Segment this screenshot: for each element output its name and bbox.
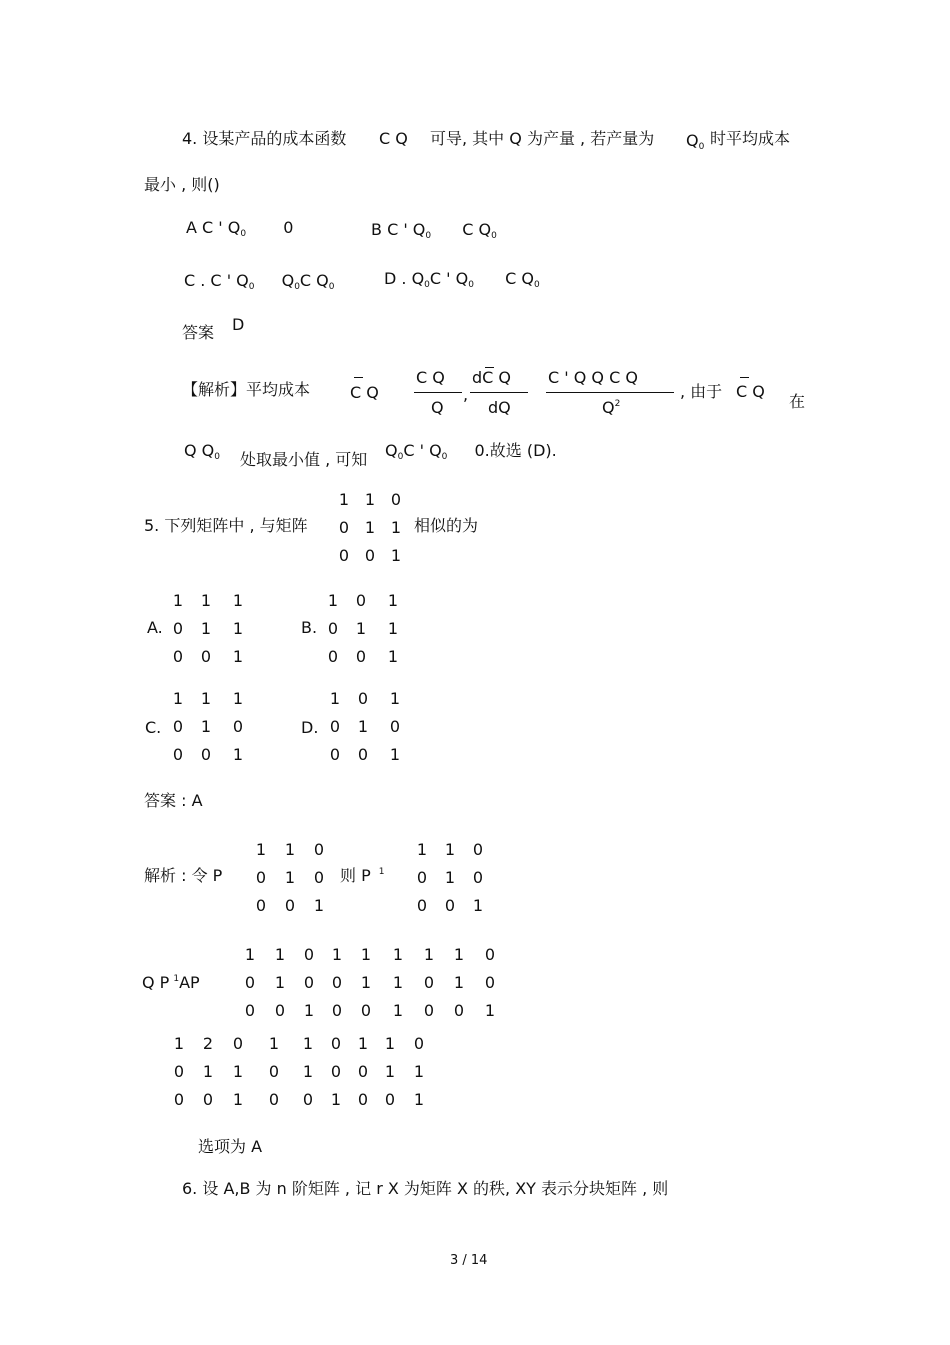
matrix-entry: 0 xyxy=(173,1062,185,1081)
q5-product-matrices xyxy=(235,947,505,1019)
matrix-entry: 1 xyxy=(392,1001,404,1020)
q5-stem-end: 相似的为 xyxy=(414,516,479,535)
matrix-entry: 1 xyxy=(416,840,428,859)
matrix-entry: 0 xyxy=(172,619,184,638)
q4-avg-cost-2: C Q xyxy=(736,382,765,401)
matrix-entry: 1 xyxy=(453,973,465,992)
q4-frac3-num: C ' Q Q C Q xyxy=(548,368,638,387)
matrix-entry: 0 xyxy=(232,1034,244,1053)
matrix-entry: 0 xyxy=(416,896,428,915)
q4-explanation-mid: , 由于 xyxy=(680,382,723,401)
matrix-entry: 1 xyxy=(384,1034,396,1053)
q5-answer: 答案 : A xyxy=(144,791,203,810)
matrix-entry: 1 xyxy=(200,717,212,736)
matrix-entry: 0 xyxy=(330,1034,342,1053)
matrix-entry: 0 xyxy=(268,1090,280,1109)
matrix-entry: 1 xyxy=(364,490,376,509)
q5-matrix-p xyxy=(248,842,332,914)
matrix-entry: 1 xyxy=(338,490,350,509)
matrix-entry: 1 xyxy=(232,647,244,666)
matrix-entry: 1 xyxy=(329,689,341,708)
matrix-entry: 0 xyxy=(416,868,428,887)
matrix-entry: 0 xyxy=(172,647,184,666)
matrix-entry: 0 xyxy=(268,1062,280,1081)
matrix-entry: 0 xyxy=(313,840,325,859)
q4-expl2-formula: $Q_0C$ ' $Q_0$ 0.故选 (D). xyxy=(385,441,557,462)
matrix-entry: 0 xyxy=(484,945,496,964)
q4-frac1-den: Q xyxy=(431,398,444,417)
matrix-entry: 1 xyxy=(202,1062,214,1081)
matrix-entry: 0 xyxy=(357,689,369,708)
matrix-entry: 0 xyxy=(244,1001,256,1020)
matrix-entry: 1 xyxy=(284,840,296,859)
q4-option-b: B C ' $Q_0$ C $Q_0$ xyxy=(371,220,497,241)
q4-expl2-q: Q $Q_0$ xyxy=(184,441,221,462)
matrix-entry: 1 xyxy=(384,1062,396,1081)
q4-expl2-text: 处取最小值 , 可知 xyxy=(240,450,368,469)
matrix-entry: 1 xyxy=(284,868,296,887)
q4-stem-part1: 4. 设某产品的成本函数 xyxy=(182,129,347,148)
matrix-entry: 1 xyxy=(387,647,399,666)
q4-explanation-label: 【解析】平均成本 xyxy=(182,380,311,399)
matrix-entry: 1 xyxy=(413,1062,425,1081)
matrix-entry: 1 xyxy=(173,1034,185,1053)
q5-explanation-label: 解析 : 令 P xyxy=(144,866,223,885)
q5-option-a-matrix xyxy=(166,593,254,665)
matrix-entry: 1 xyxy=(268,1034,280,1053)
matrix-entry: 1 xyxy=(444,840,456,859)
q4-explanation-zai: 在 xyxy=(789,392,806,411)
q5-b-label: B. xyxy=(301,618,318,637)
q4-answer-value: D xyxy=(232,315,245,334)
matrix-entry: 0 xyxy=(484,973,496,992)
matrix-entry: 0 xyxy=(472,868,484,887)
q4-frac2-den: dQ xyxy=(488,398,511,417)
matrix-entry: 1 xyxy=(313,896,325,915)
matrix-entry: 1 xyxy=(392,945,404,964)
matrix-entry: 0 xyxy=(384,1090,396,1109)
q5-stem: 5. 下列矩阵中 , 与矩阵 xyxy=(144,516,308,535)
matrix-entry: 0 xyxy=(338,546,350,565)
matrix-entry: 0 xyxy=(329,717,341,736)
matrix-entry: 0 xyxy=(357,745,369,764)
q4-answer-label: 答案 xyxy=(182,323,215,342)
matrix-entry: 0 xyxy=(303,973,315,992)
matrix-entry: 1 xyxy=(232,591,244,610)
q4-cost-function: C Q xyxy=(379,129,408,148)
matrix-entry: 0 xyxy=(355,647,367,666)
q5-result-matrices xyxy=(164,1036,434,1108)
q5-c-label: C. xyxy=(145,718,162,737)
matrix-entry: 1 xyxy=(331,945,343,964)
matrix-entry: 0 xyxy=(360,1001,372,1020)
q5-option-b-matrix xyxy=(321,593,409,665)
matrix-entry: 1 xyxy=(302,1034,314,1053)
matrix-entry: 1 xyxy=(389,745,401,764)
q4-frac3-den: $Q^2$ xyxy=(602,398,621,417)
matrix-entry: 0 xyxy=(255,868,267,887)
q5-choice: 选项为 A xyxy=(198,1137,263,1156)
matrix-entry: 1 xyxy=(172,591,184,610)
matrix-entry: 1 xyxy=(172,689,184,708)
q4-option-d: D . $Q_0C$ ' $Q_0$ C $Q_0$ xyxy=(384,269,540,290)
matrix-entry: 1 xyxy=(413,1090,425,1109)
matrix-entry: 1 xyxy=(387,591,399,610)
matrix-entry: 0 xyxy=(232,717,244,736)
matrix-entry: 1 xyxy=(232,745,244,764)
q5-option-c-matrix xyxy=(166,691,254,763)
matrix-entry: 0 xyxy=(364,546,376,565)
q4-frac2-num: dC Q xyxy=(472,368,512,387)
matrix-entry: 1 xyxy=(255,840,267,859)
matrix-entry: 1 xyxy=(330,1090,342,1109)
matrix-entry: 0 xyxy=(331,973,343,992)
matrix-entry: 1 xyxy=(302,1062,314,1081)
matrix-entry: 1 xyxy=(303,1001,315,1020)
matrix-entry: 0 xyxy=(200,745,212,764)
matrix-entry: 1 xyxy=(364,518,376,537)
matrix-entry: 0 xyxy=(303,945,315,964)
matrix-entry: 0 xyxy=(200,647,212,666)
matrix-entry: 0 xyxy=(389,717,401,736)
matrix-entry: 1 xyxy=(200,619,212,638)
matrix-entry: 0 xyxy=(255,896,267,915)
matrix-entry: 0 xyxy=(274,1001,286,1020)
matrix-entry: 0 xyxy=(357,1090,369,1109)
matrix-entry: 0 xyxy=(330,1062,342,1081)
matrix-entry: 1 xyxy=(244,945,256,964)
matrix-entry: 0 xyxy=(327,619,339,638)
q5-a-label: A. xyxy=(147,618,163,637)
matrix-entry: 1 xyxy=(200,591,212,610)
matrix-entry: 1 xyxy=(232,1090,244,1109)
q4-q0: $Q_0$ xyxy=(686,131,705,152)
matrix-entry: 0 xyxy=(423,973,435,992)
matrix-entry: 0 xyxy=(453,1001,465,1020)
q4-comma: , xyxy=(463,385,469,404)
matrix-entry: 1 xyxy=(360,973,372,992)
q5-d-label: D. xyxy=(301,718,319,737)
matrix-entry: 1 xyxy=(387,619,399,638)
matrix-entry: 1 xyxy=(484,1001,496,1020)
q5-q-label: Q P $^1$AP xyxy=(142,973,200,992)
matrix-entry: 0 xyxy=(331,1001,343,1020)
matrix-entry: 0 xyxy=(172,717,184,736)
matrix-entry: 1 xyxy=(360,945,372,964)
matrix-entry: 1 xyxy=(357,717,369,736)
matrix-entry: 1 xyxy=(444,868,456,887)
matrix-entry: 1 xyxy=(232,689,244,708)
matrix-entry: 0 xyxy=(173,1090,185,1109)
matrix-entry: 0 xyxy=(329,745,341,764)
matrix-entry: 1 xyxy=(390,546,402,565)
matrix-entry: 1 xyxy=(355,619,367,638)
matrix-entry: 0 xyxy=(472,840,484,859)
matrix-entry: 0 xyxy=(338,518,350,537)
matrix-entry: 0 xyxy=(357,1062,369,1081)
matrix-entry: 1 xyxy=(453,945,465,964)
matrix-entry: 0 xyxy=(313,868,325,887)
matrix-entry: 0 xyxy=(413,1034,425,1053)
matrix-entry: 1 xyxy=(232,1062,244,1081)
q4-avg-cost: C Q xyxy=(350,383,379,402)
matrix-entry: 1 xyxy=(327,591,339,610)
q5-main-matrix xyxy=(331,492,409,564)
q5-option-d-matrix xyxy=(323,691,411,763)
matrix-entry: 0 xyxy=(172,745,184,764)
q4-stem-part2: 可导, 其中 Q 为产量 , 若产量为 xyxy=(430,129,655,148)
matrix-entry: 1 xyxy=(274,945,286,964)
matrix-entry: 0 xyxy=(327,647,339,666)
matrix-entry: 1 xyxy=(274,973,286,992)
matrix-entry: 0 xyxy=(302,1090,314,1109)
matrix-entry: 1 xyxy=(392,973,404,992)
q5-matrix-p-inverse xyxy=(408,842,492,914)
q6-stem: 6. 设 A,B 为 n 阶矩阵 , 记 r X 为矩阵 X 的秩, XY 表示分块矩阵 , 则 xyxy=(182,1179,669,1198)
matrix-entry: 1 xyxy=(232,619,244,638)
matrix-entry: 0 xyxy=(202,1090,214,1109)
matrix-entry: 0 xyxy=(284,896,296,915)
q4-stem-line2: 最小 , 则() xyxy=(144,175,220,194)
matrix-entry: 1 xyxy=(423,945,435,964)
matrix-entry: 0 xyxy=(355,591,367,610)
matrix-entry: 0 xyxy=(444,896,456,915)
matrix-entry: 0 xyxy=(423,1001,435,1020)
matrix-entry: 1 xyxy=(389,689,401,708)
matrix-entry: 2 xyxy=(202,1034,214,1053)
matrix-entry: 0 xyxy=(390,490,402,509)
matrix-entry: 1 xyxy=(390,518,402,537)
q4-option-a: A C ' $Q_0$ 0 xyxy=(186,218,294,239)
q4-frac1-num: C Q xyxy=(416,368,445,387)
matrix-entry: 0 xyxy=(244,973,256,992)
page-number: 3 / 14 xyxy=(450,1253,488,1268)
q5-then-p-inverse: 则 P $^1$ xyxy=(340,866,385,885)
matrix-entry: 1 xyxy=(472,896,484,915)
q4-option-c: C . C ' $Q_0$ $Q_0C$ $Q_0$ xyxy=(184,271,335,292)
q4-stem-part3: 时平均成本 xyxy=(710,129,791,148)
matrix-entry: 1 xyxy=(200,689,212,708)
matrix-entry: 1 xyxy=(357,1034,369,1053)
